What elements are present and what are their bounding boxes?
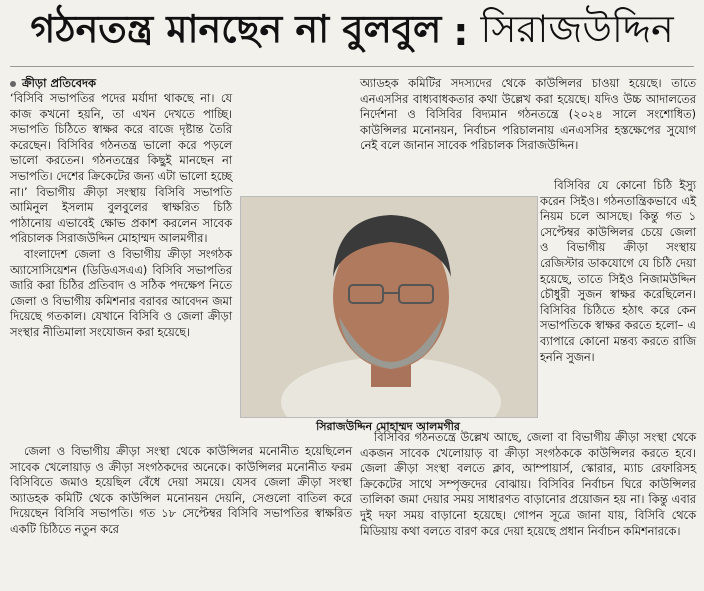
paragraph: অ্যাডহক কমিটির সদস্যদের থেকে কাউন্সিলর চাওয়া হয়েছে। তাতে এনএসসির বাধ্যবাধকতার কথা উল্লেখ করা হয়েছে। যদিও উচ্চ আদালতের নির্দেশনা ও বিসিবির বিদ্যমান গঠনতন্ত্রে (২০২৪ সালে সংশোধিত) কাউন্সিলর মনোনয়ন, নির্বাচন পরিচালনায় এনএসসির হস্তক্ষেপের সুযোগ নেই বলে জানান সাবেক পরিচালক সিরাজউদ্দিন।	[360, 77, 696, 153]
paragraph: জেলা ও বিভাগীয় ক্রীড়া সংস্থা থেকে কাউন্সিলর মনোনীত হয়েছিলেন সাবেক খেলোয়াড় ও ক্রীড়া সংগঠকদের অনেকে। কাউন্সিলর মনোনীত ফরম বিসিবিতে জমাও হয়েছিল বেঁধে দেয়া সময়ে। যেসব জেলা ক্রীড়া সংস্থা অ্যাডহক কমিটি থেকে কাউন্সিল মনোনয়ন দেয়নি, সেগুলো বাতিল করে দিয়েছেন বিসিবি সভাপতি। গত ১৮ সেপ্টেম্বর বিসিবি সভাপতির স্বাক্ষরিত একটি চিঠিতে নতুন করে	[10, 445, 352, 536]
right-column-middle	[540, 178, 696, 365]
bullet-icon	[10, 81, 16, 87]
right-column-bottom	[360, 430, 696, 539]
headline-speaker: সিরাজউদ্দিন	[480, 7, 674, 51]
photo-caption: সিরাজউদ্দিন মোহাম্মদ আলমগীর	[316, 420, 460, 433]
headline-divider	[10, 66, 694, 67]
paragraph: বিসিবির গঠনতন্ত্রে উল্লেখ আছে, জেলা বা বিভাগীয় ক্রীড়া সংস্থা থেকে একজন সাবেক খেলোয়াড় বা ক্রীড়া সংগঠককে কাউন্সিলর করতে হবে। জেলা ক্রীড়া সংস্থা বলতে ক্লাব, আম্পায়ার্স, স্কোরার, ম্যাচ রেফারিসহ ক্রিকেটের সাথে সম্পৃক্তদের বোঝায়। বিসিবির নির্বাচন ঘিরে কাউন্সিলর তালিকা জমা দেয়ার সময় সাধারণত বাড়ানোর প্রয়োজন হয় না। কিন্তু এবার দুই দফা সময় বাড়ানো হয়েছে। গোপন সূত্রে জানা যায়, বিসিবি থেকে মিডিয়ায় কথা বলতে বারণ করে দেয়া হয়েছে প্রধান নির্বাচন কমিশনারকে।	[360, 431, 696, 538]
right-column-top	[360, 76, 696, 154]
paragraph: বাংলাদেশ জেলা ও বিভাগীয় ক্রীড়া সংগঠক অ্যাসোসিয়েশন (ডিডিএসএএ) বিসিবি সভাপতির জারি করা চিঠির প্রতিবাদ ও সঠিক পদক্ষেপ নিতে জেলা ও বিভাগীয় কমিশনার বরাবর আবেদন জমা দিয়েছে গতকাল। যেখানে বিসিবি ও জেলা ক্রীড়া সংস্থার নীতিমালা সংযোজন করা হয়েছে।	[10, 247, 232, 339]
left-column-top	[10, 76, 232, 341]
portrait-illustration	[241, 197, 537, 417]
byline-text: ক্রীড়া প্রতিবেদক	[22, 76, 97, 90]
byline	[10, 76, 232, 91]
portrait-photo	[240, 196, 538, 418]
headline	[0, 2, 704, 62]
left-column-bottom	[10, 444, 352, 538]
headline-main: গঠনতন্ত্র মানছেন না বুলবুল	[30, 7, 442, 51]
paragraph: ‘বিসিবি সভাপতির পদের মর্যাদা থাকছে না। যে কাজ কখনো হয়নি, তা এখন দেখতে পাচ্ছি। সভাপতি চিঠিতে স্বাক্ষর করে বাজে দৃষ্টান্ত তৈরি করেছেন। বিসিবির গঠনতন্ত্র ভালো করে পড়লে ভালো করতেন। গঠনতন্ত্রের কিছুই মানছেন না সভাপতি। দেশের ক্রিকেটের জন্য এটা ভালো হচ্ছে না।’ বিভাগীয় ক্রীড়া সংস্থায় বিসিবি সভাপতি আমিনুল ইসলাম বুলবুলের স্বাক্ষরিত চিঠি পাঠানোয় এভাবেই ক্ষোভ প্রকাশ করলেন সাবেক পরিচালক সিরাজউদ্দিন মোহাম্মদ আলমগীর।	[10, 92, 232, 246]
paragraph: বিসিবির যে কোনো চিঠি ইস্যু করেন সিইও। গঠনতান্ত্রিকভাবে এই নিয়ম চলে আসছে। কিন্তু গত ১ সেপ্টেম্বর কাউন্সিলর চেয়ে জেলা ও বিভাগীয় ক্রীড়া সংস্থায় রেজিস্টার ডাকযোগে যে চিঠি দেয়া হয়েছে, তাতে সিইও নিজামউদ্দিন চৌধুরী সুজন স্বাক্ষর করেছিলেন। বিসিবির চিঠিতে হঠাৎ করে কেন সভাপতিকে স্বাক্ষর করতে হলো– এ ব্যাপারে কোনো মন্তব্য করতে রাজি হননি সুজন।	[540, 179, 696, 364]
headline-separator: :	[453, 10, 469, 54]
